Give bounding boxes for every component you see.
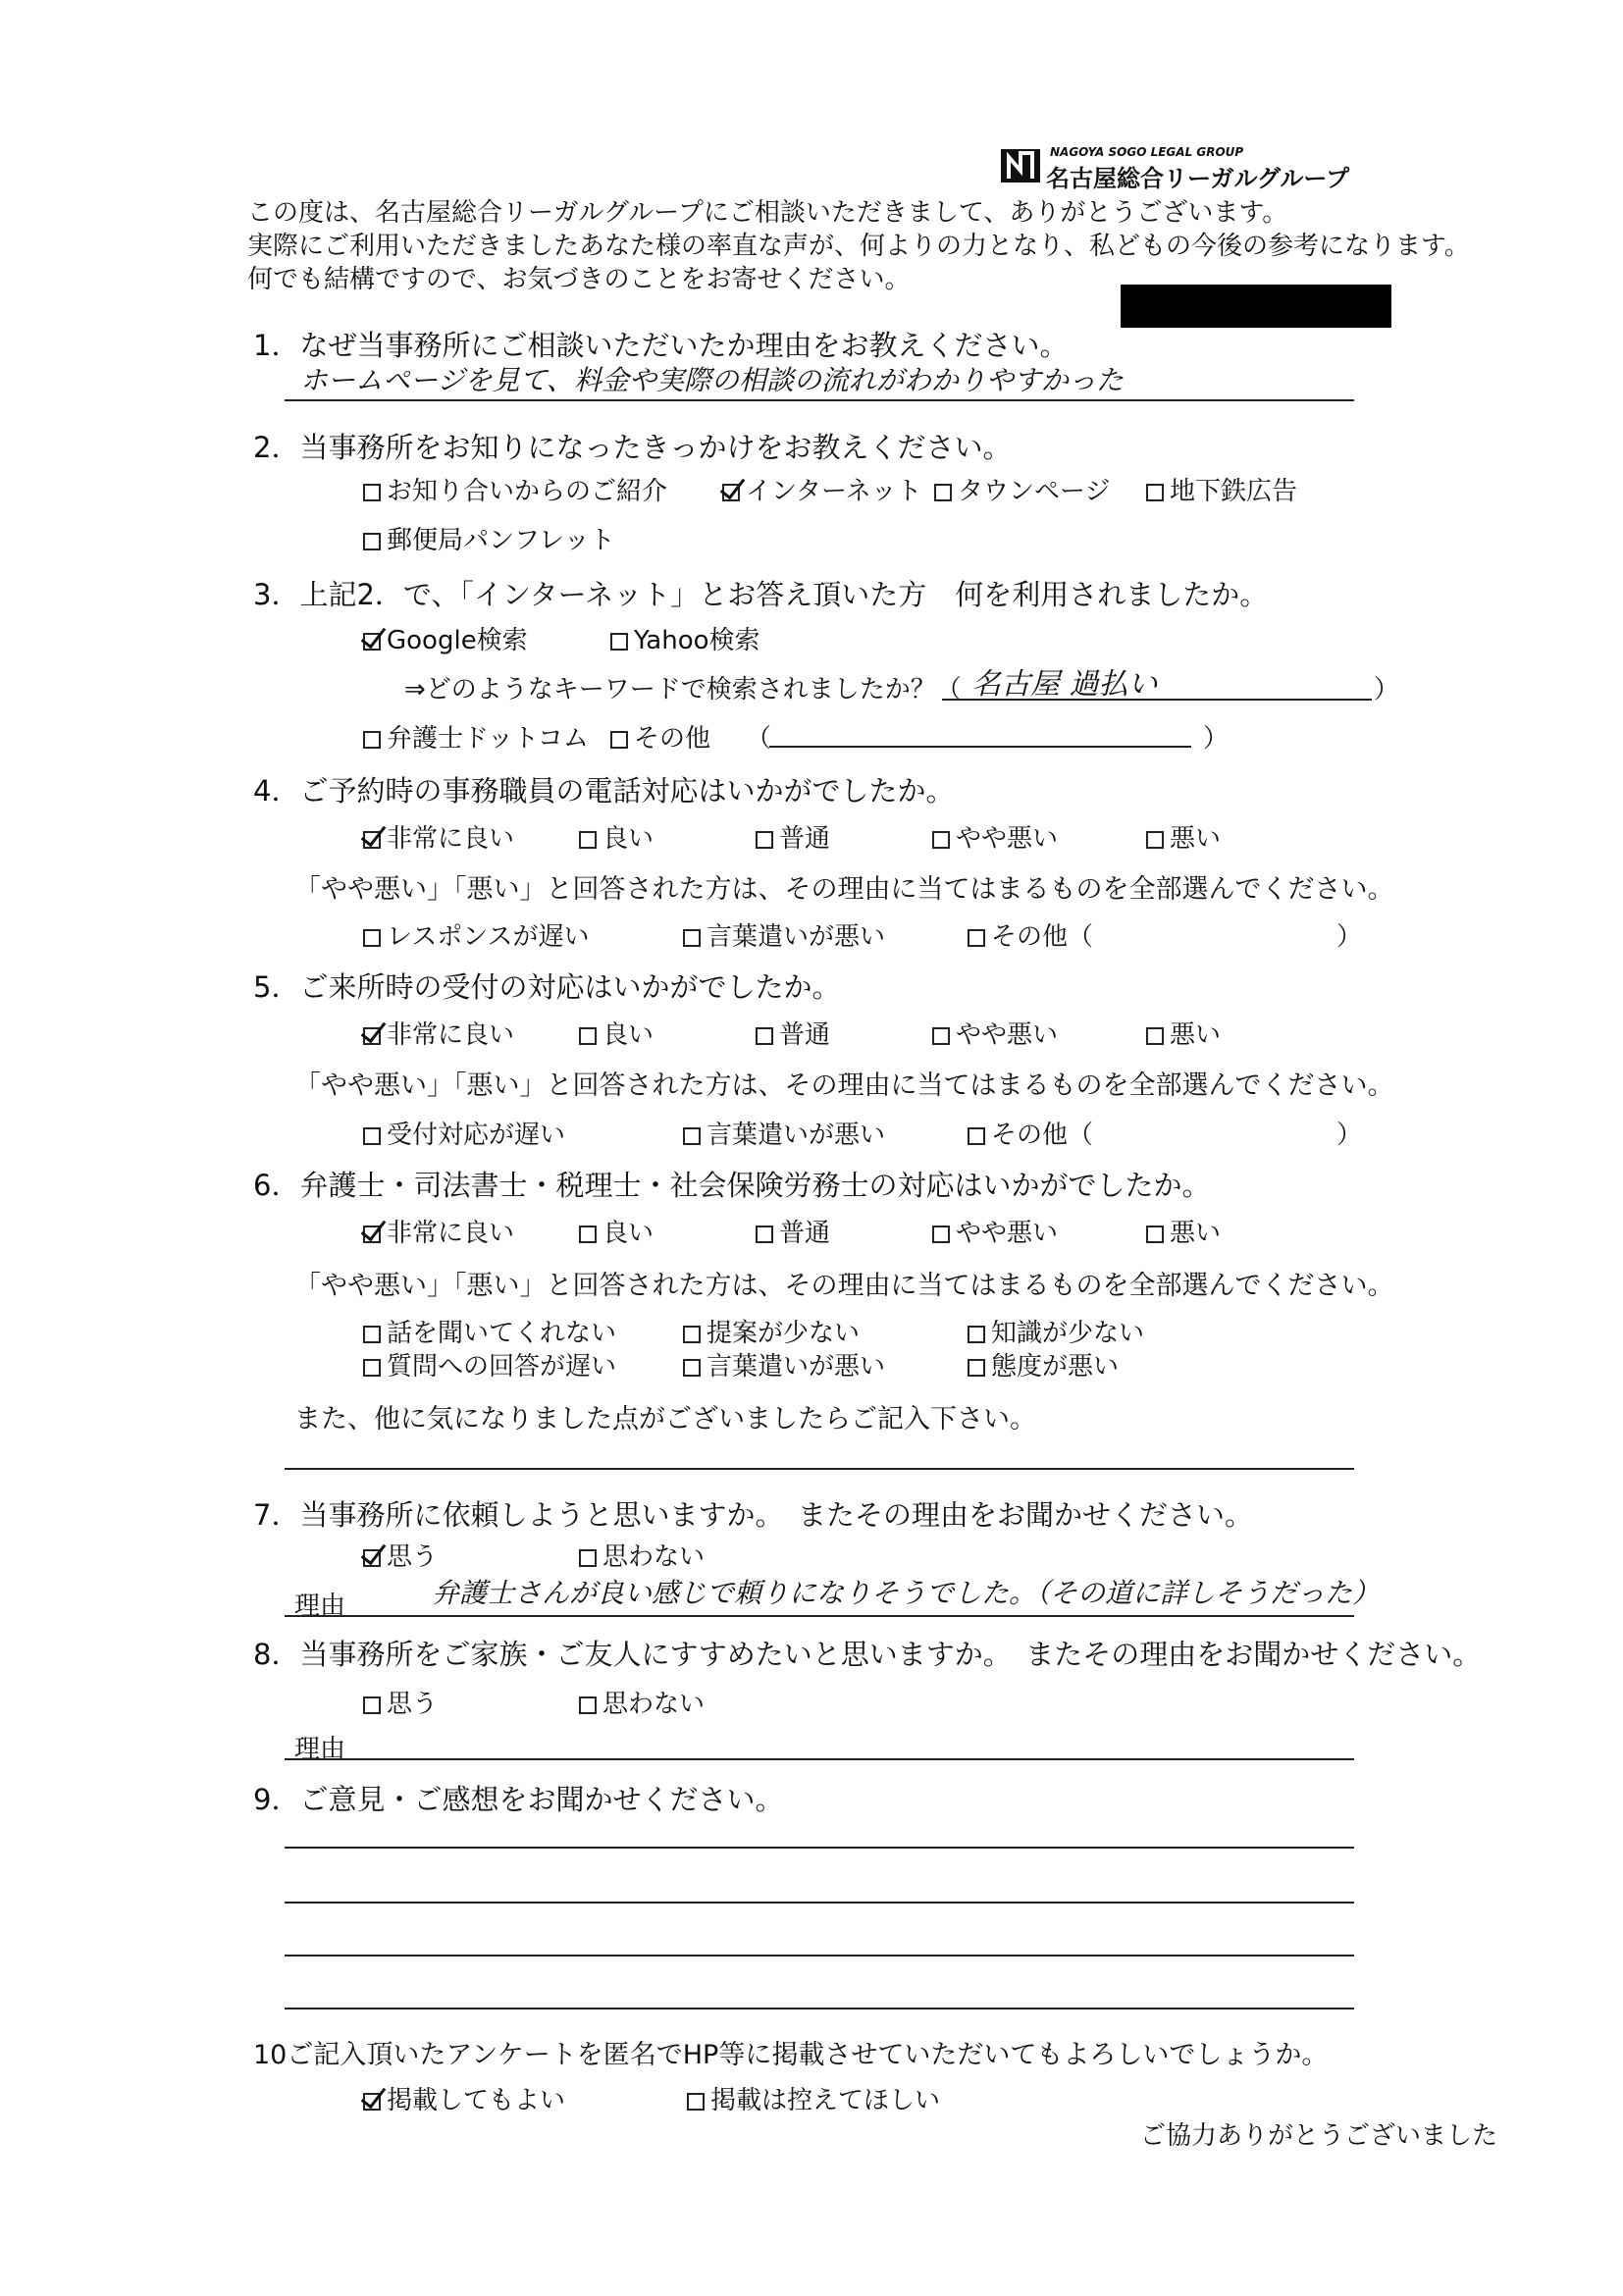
checkbox-icon[interactable] [968,1359,985,1377]
q4-reason-language[interactable]: 言葉遣いが悪い [683,916,885,953]
q2-option-post-office[interactable]: 郵便局パンフレット [363,520,615,556]
checkbox-icon[interactable] [579,1226,597,1243]
checkbox-icon[interactable] [932,1027,950,1045]
logo-title: 名古屋総合リーガルグループ [1046,165,1350,192]
q5-rating-somewhat-bad[interactable]: やや悪い [932,1015,1058,1051]
q4-reason-other[interactable]: その他（ [968,916,1093,953]
q4-rating-somewhat-bad[interactable]: やや悪い [932,818,1058,855]
checkbox-icon[interactable] [932,831,950,849]
q6-followup-prompt: 「やや悪い」「悪い」と回答された方は、その理由に当てはまるものを全部選んでください。 [294,1271,1394,1301]
checkbox-checked-icon[interactable] [722,484,740,501]
q2-option-referral[interactable]: お知り合いからのご紹介 [363,471,667,507]
q4-rating-average[interactable]: 普通 [756,818,830,855]
checkbox-icon[interactable] [934,484,952,501]
q1-answer-line [285,399,1354,401]
checkbox-icon[interactable] [683,1127,701,1145]
q4-question: 4．ご予約時の事務職員の電話対応はいかがでしたか。 [253,774,955,808]
q4-reason-slow-response[interactable]: レスポンスが遅い [363,916,589,953]
checkbox-icon[interactable] [610,633,628,651]
q8-question: 8．当事務所をご家族・ご友人にすすめたいと思いますか。 またその理由をお聞かせください。 [253,1638,1482,1671]
q9-line-1[interactable] [285,1847,1354,1849]
q6-rating-somewhat-bad[interactable]: やや悪い [932,1213,1058,1249]
q4-reason-other-close: ） [1336,922,1363,952]
q8-option-yes[interactable]: 思う [363,1684,438,1720]
q6-reason-attitude[interactable]: 態度が悪い [968,1346,1119,1383]
q7-reason-label: 理由 [294,1592,346,1621]
closing-message: ご協力ありがとうございました [1140,2121,1498,2151]
checkbox-icon[interactable] [579,1027,597,1045]
q8-option-no[interactable]: 思わない [579,1684,705,1720]
checkbox-icon[interactable] [363,1326,381,1343]
q7-option-yes[interactable]: 思う [363,1537,438,1573]
checkbox-icon[interactable] [687,2093,705,2111]
q5-followup-prompt: 「やや悪い」「悪い」と回答された方は、その理由に当てはまるものを全部選んでください。 [294,1070,1394,1101]
checkbox-icon[interactable] [683,1359,701,1377]
q5-reason-language[interactable]: 言葉遣いが悪い [683,1115,885,1151]
q7-option-no[interactable]: 思わない [579,1537,705,1573]
checkbox-icon[interactable] [610,731,628,749]
q6-question: 6．弁護士・司法書士・税理士・社会保険労務士の対応はいかがでしたか。 [253,1169,1211,1202]
q6-reason-not-listening[interactable]: 話を聞いてくれない [363,1313,616,1349]
q4-rating-good[interactable]: 良い [579,818,654,855]
checkbox-icon[interactable] [363,731,381,749]
q3-option-bengoshi-com[interactable]: 弁護士ドットコム [363,718,589,755]
q9-line-3[interactable] [285,1955,1354,1957]
q3-option-other[interactable]: その他 [610,718,710,755]
q6-reason-language[interactable]: 言葉遣いが悪い [683,1346,885,1383]
q5-rating-good[interactable]: 良い [579,1015,654,1051]
q7-reason-line [285,1615,1354,1617]
q4-rating-very-good[interactable]: 非常に良い [363,818,514,855]
checkbox-icon[interactable] [1146,484,1164,501]
q6-rating-very-good[interactable]: 非常に良い [363,1213,514,1249]
q8-reason-line[interactable] [285,1758,1354,1760]
q6-rating-average[interactable]: 普通 [756,1213,830,1249]
intro-line-2: 実際にご利用いただきましたあなた様の率直な声が、何よりの力となり、私どもの今後の参考になります。 [247,232,1470,261]
q6-other-line[interactable] [285,1468,1354,1470]
checkbox-checked-icon[interactable] [363,1027,381,1045]
q9-line-4[interactable] [285,2008,1354,2009]
checkbox-checked-icon[interactable] [363,1226,381,1243]
checkbox-icon[interactable] [1146,1226,1164,1243]
q2-option-townpage[interactable]: タウンページ [934,471,1110,507]
checkbox-checked-icon[interactable] [363,1549,381,1567]
q8-reason-label: 理由 [294,1735,346,1764]
checkbox-icon[interactable] [363,1696,381,1714]
q3-option-yahoo[interactable]: Yahoo検索 [610,620,760,656]
q6-reason-little-knowledge[interactable]: 知識が少ない [968,1313,1144,1349]
q3-other-close: ） [1203,724,1230,754]
q3-option-google[interactable]: Google検索 [363,620,528,656]
q6-other-prompt: また、他に気になりました点がございましたらご記入下さい。 [294,1404,1036,1435]
q5-reason-slow-reception[interactable]: 受付対応が遅い [363,1115,565,1151]
q3-keyword-answer[interactable]: 名古屋 過払い [971,667,1158,702]
q3-other-open: （ [746,724,772,754]
checkbox-checked-icon[interactable] [363,831,381,849]
q7-reason-answer[interactable]: 弁護士さんが良い感じで頼りになりそうでした。（その道に詳しそうだった） [432,1577,1381,1609]
checkbox-icon[interactable] [968,1326,985,1343]
checkbox-icon[interactable] [683,929,701,947]
logo-mark-icon [999,143,1042,184]
q4-followup-prompt: 「やや悪い」「悪い」と回答された方は、その理由に当てはまるものを全部選んでください。 [294,874,1394,905]
q3-question: 3．上記2．で、「インターネット」とお答え頂いた方 何を利用されましたか。 [253,578,1269,611]
checkbox-icon[interactable] [756,1226,773,1243]
q4-rating-bad[interactable]: 悪い [1146,818,1221,855]
q1-answer[interactable]: ホームページを見て、料金や実際の相談の流れがわかりやすかった [300,364,1124,396]
checkbox-icon[interactable] [579,831,597,849]
q1-question: 1．なぜ当事務所にご相談いただいたか理由をお教えください。 [253,329,1069,362]
checkbox-checked-icon[interactable] [363,633,381,651]
q3-other-line[interactable] [769,746,1191,748]
checkbox-icon[interactable] [968,929,985,947]
q10-question: 10ご記入頂いたアンケートを匿名でHP等に掲載させていただいてもよろしいでしょうか。 [253,2040,1329,2070]
checkbox-icon[interactable] [363,1359,381,1377]
q3-keyword-close: ） [1374,675,1400,704]
q6-rating-bad[interactable]: 悪い [1146,1213,1221,1249]
q9-line-2[interactable] [285,1902,1354,1904]
checkbox-icon[interactable] [932,1226,950,1243]
checkbox-icon[interactable] [363,1127,381,1145]
checkbox-icon[interactable] [1146,831,1164,849]
q2-question: 2．当事務所をお知りになったきっかけをお教えください。 [253,431,1012,464]
q3-keyword-line [942,699,1372,701]
checkbox-checked-icon[interactable] [363,2093,381,2111]
checkbox-icon[interactable] [756,1027,773,1045]
q5-reason-other-close: ） [1336,1121,1363,1150]
checkbox-icon[interactable] [363,929,381,947]
logo-subtitle: NAGOYA SOGO LEGAL GROUP [1050,145,1244,159]
checkbox-icon[interactable] [683,1326,701,1343]
q7-question: 7．当事務所に依頼しようと思いますか。 またその理由をお聞かせください。 [253,1498,1253,1532]
checkbox-icon[interactable] [363,484,381,501]
q5-reason-other[interactable]: その他（ [968,1115,1093,1151]
q5-question: 5．ご来所時の受付の対応はいかがでしたか。 [253,970,841,1004]
q6-rating-good[interactable]: 良い [579,1213,654,1249]
checkbox-icon[interactable] [968,1127,985,1145]
q5-rating-average[interactable]: 普通 [756,1015,830,1051]
q6-reason-few-proposals[interactable]: 提案が少ない [683,1313,860,1349]
q2-option-internet[interactable]: インターネット [722,471,922,507]
q6-reason-slow-answers[interactable]: 質問への回答が遅い [363,1346,616,1383]
checkbox-icon[interactable] [363,533,381,550]
checkbox-icon[interactable] [1146,1027,1164,1045]
checkbox-icon[interactable] [756,831,773,849]
redaction-box [1121,285,1391,328]
q3-keyword-prompt: ⇒どのようなキーワードで検索されましたか？（ [404,675,962,704]
q5-rating-very-good[interactable]: 非常に良い [363,1015,514,1051]
q10-option-decline[interactable]: 掲載は控えてほしい [687,2080,940,2116]
q9-question: 9．ご意見・ご感想をお聞かせください。 [253,1783,784,1816]
intro-line-1: この度は、名古屋総合リーガルグループにご相談いただきまして、ありがとうございます。 [247,198,1288,228]
checkbox-icon[interactable] [579,1549,597,1567]
q10-option-allow[interactable]: 掲載してもよい [363,2080,565,2116]
q2-option-subway-ad[interactable]: 地下鉄広告 [1146,471,1297,507]
q5-rating-bad[interactable]: 悪い [1146,1015,1221,1051]
checkbox-icon[interactable] [579,1696,597,1714]
intro-line-3: 何でも結構ですので、お気づきのことをお寄せください。 [247,265,911,294]
